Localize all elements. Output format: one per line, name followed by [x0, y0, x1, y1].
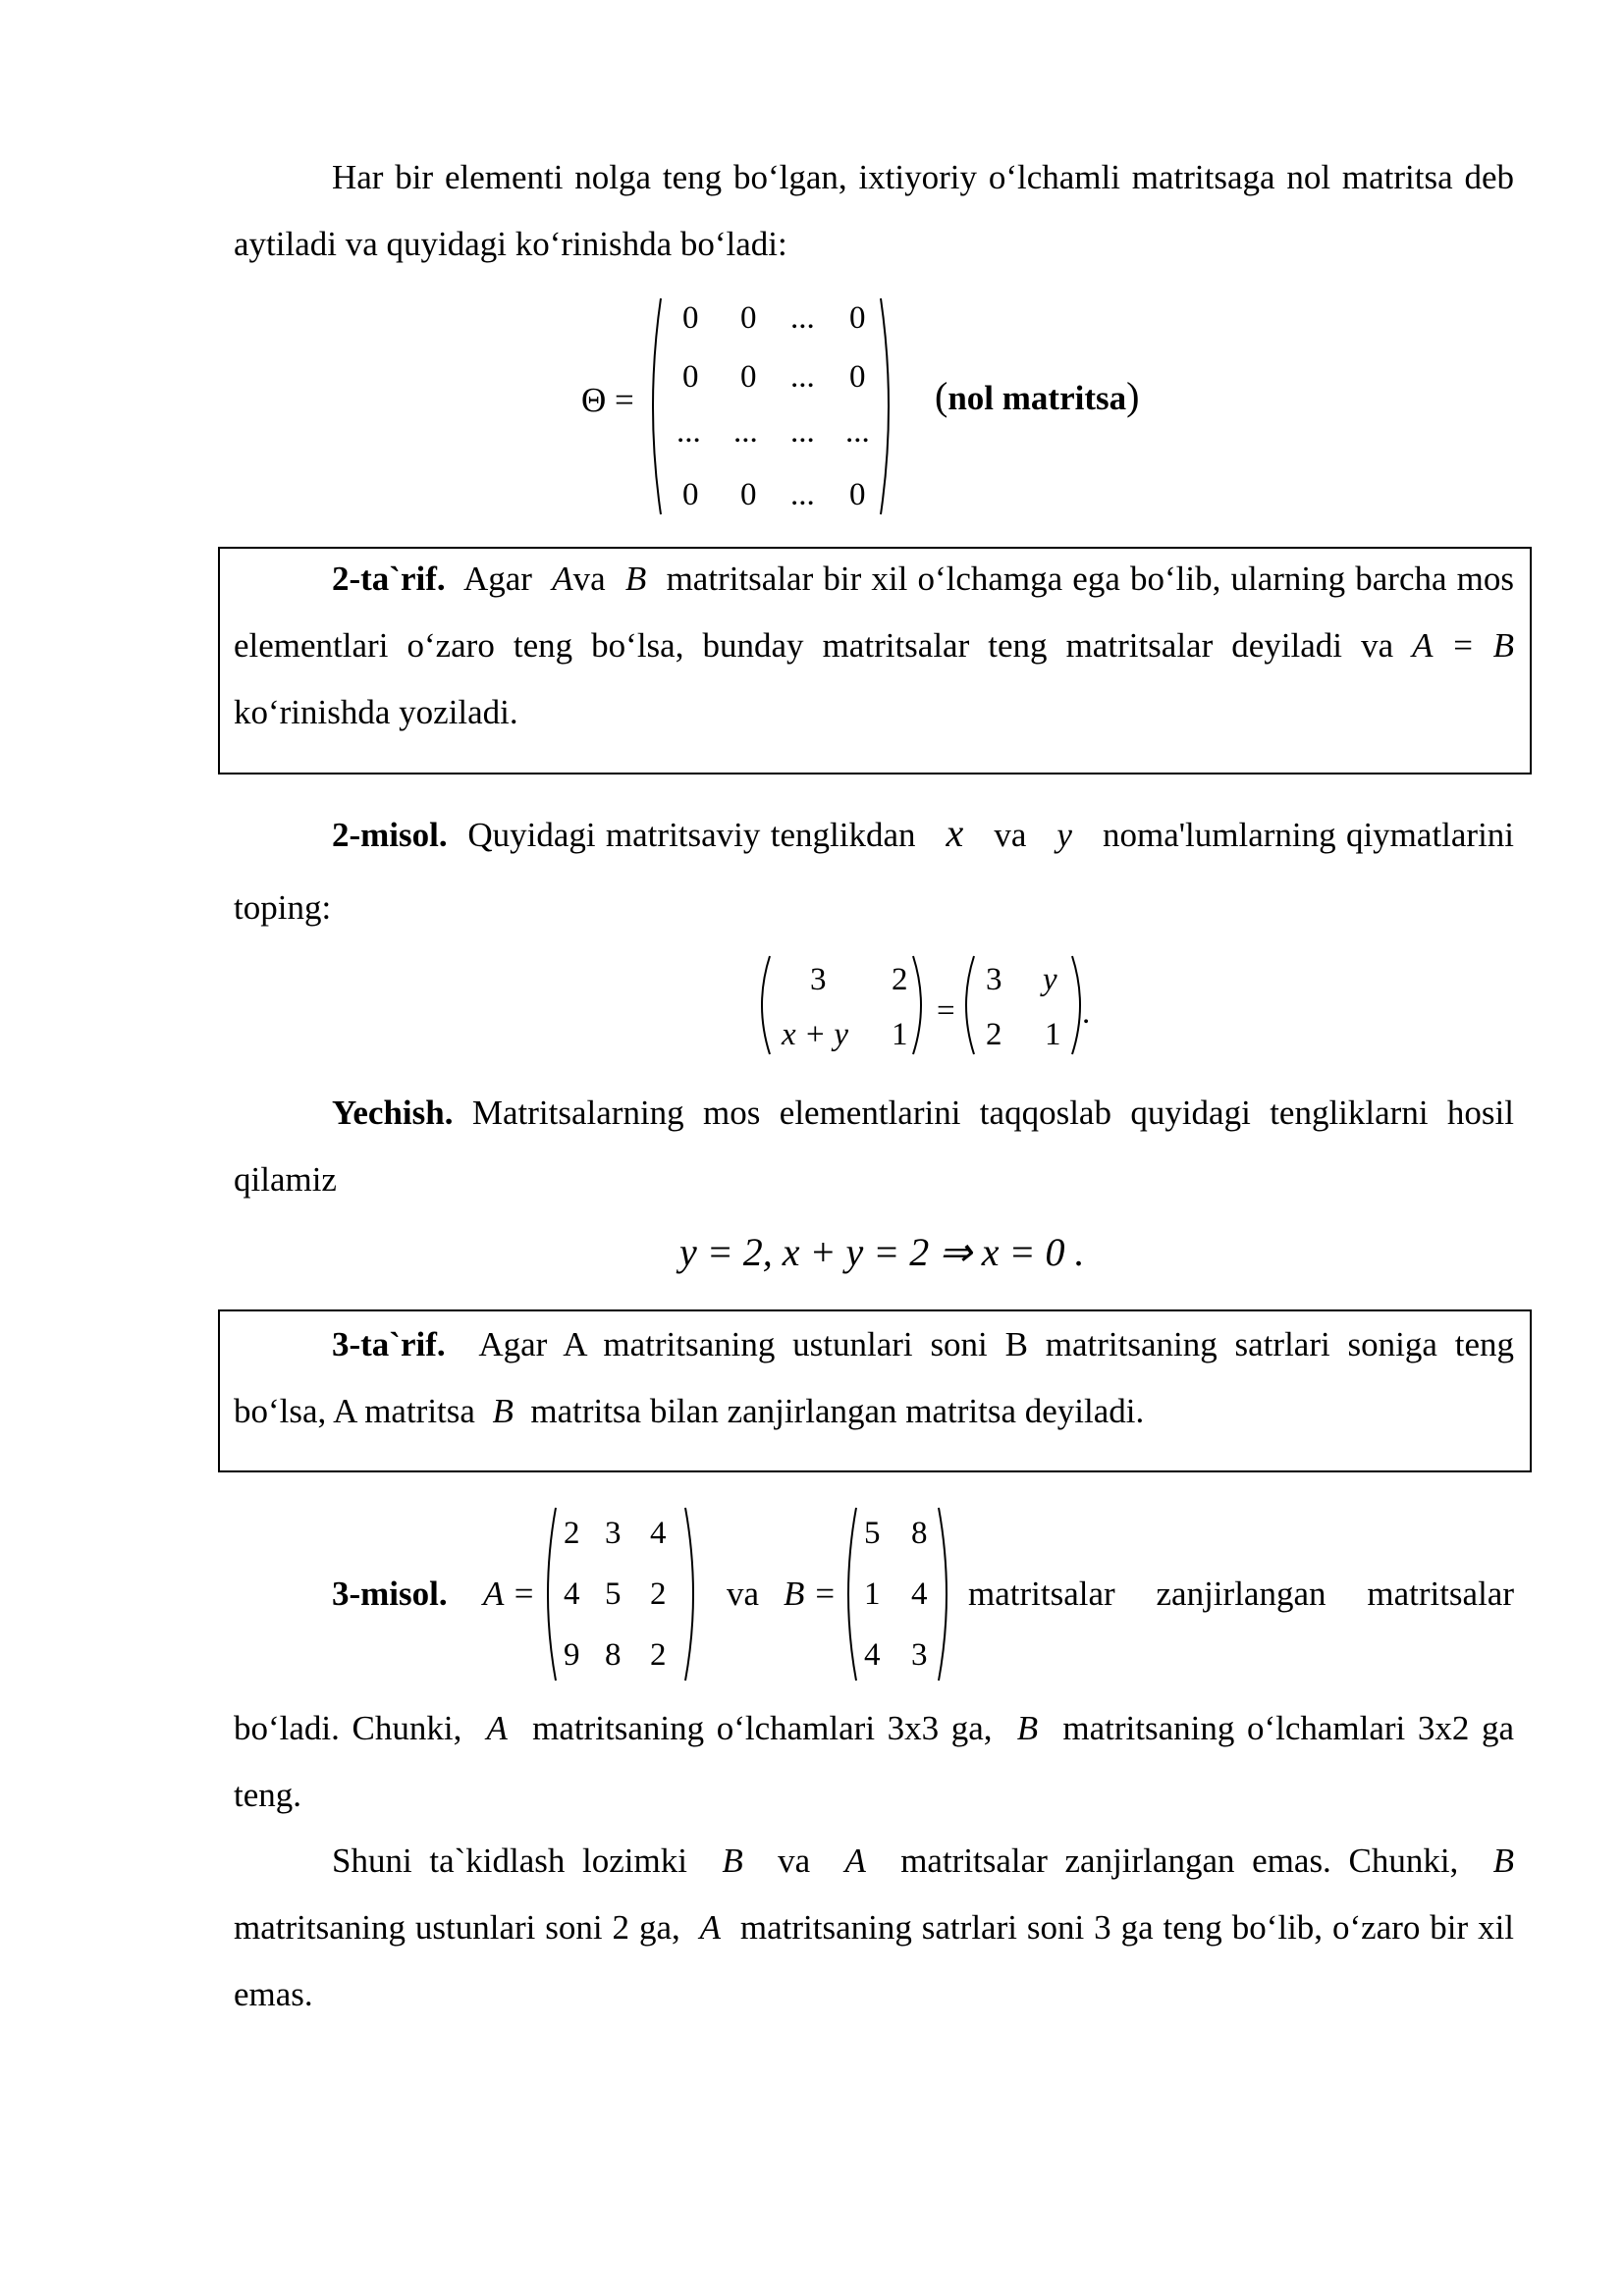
- zero-matrix-lhs: Θ =: [581, 381, 634, 419]
- right-paren: [1072, 956, 1080, 1054]
- text-run: Agar: [462, 560, 532, 598]
- matrix-cell: 1: [892, 1017, 908, 1052]
- math-symbol: y: [1056, 816, 1072, 854]
- left-paren: [966, 956, 974, 1054]
- matrix-cell: 2: [892, 962, 908, 997]
- zero-matrix-cell: ...: [790, 477, 815, 512]
- definition-label: 3-ta`rif.: [332, 1325, 446, 1363]
- matrix-cell: 9: [564, 1637, 580, 1673]
- text-run: matritsaning o‘lchamlari 3x3 ga,: [532, 1709, 993, 1747]
- matrix-cell: 5: [605, 1576, 622, 1612]
- matrix-a: [542, 1504, 699, 1684]
- matrix-cell: y: [1043, 962, 1057, 997]
- left-paren: [653, 298, 661, 514]
- left-paren: [762, 956, 770, 1054]
- text-run: Matritsalarning mos elementlarini taqqoslab quyidagi tengliklarni hosil qilamiz: [234, 1094, 1515, 1199]
- paragraph-not-chained: [234, 1828, 1514, 2028]
- zero-matrix-cell: 0: [682, 359, 699, 395]
- text-run: matritsa bilan zanjirlangan matritsa deyiladi.: [530, 1392, 1145, 1430]
- text-run: va: [778, 1842, 811, 1880]
- zero-matrix-cell: ...: [677, 414, 701, 450]
- zero-matrix-cell: 0: [740, 359, 757, 395]
- math-symbol: B: [624, 560, 647, 598]
- period: .: [1082, 995, 1091, 1031]
- matrix-cell: 1: [1045, 1017, 1061, 1052]
- matrix-b: [842, 1504, 952, 1684]
- text-run: Shuni ta`kidlash lozimki: [332, 1842, 687, 1880]
- matrix-a-lhs: A =: [483, 1575, 536, 1613]
- equals-sign: =: [937, 993, 955, 1029]
- definition-3-text: [234, 1311, 1514, 1445]
- math-symbol: B: [1492, 1842, 1515, 1880]
- zero-matrix-cell: ...: [790, 300, 815, 336]
- text-run: noma'lumlarning qiymatlarini toping:: [234, 816, 1515, 927]
- matrix-cell: 3: [911, 1637, 928, 1673]
- zero-matrix: [643, 293, 898, 520]
- text-run: ko‘rinishda yoziladi.: [234, 693, 518, 731]
- definition-label: 2-ta`rif.: [332, 560, 446, 598]
- math-symbol: A: [699, 1908, 722, 1947]
- right-paren: [685, 1508, 693, 1681]
- matrix-cell: 3: [605, 1516, 622, 1551]
- matrix-b-lhs: B =: [784, 1575, 837, 1613]
- matrix-cell: 2: [650, 1576, 667, 1612]
- matrix-cell: x + y: [782, 1017, 849, 1052]
- math-symbol: B: [1016, 1709, 1039, 1747]
- text-run: matritsaning ustunlari soni 2 ga,: [234, 1908, 680, 1947]
- text-run: Agar A matritsaning ustunlari soni B matritsaning satrlari soniga teng bo‘lsa, A matritsa: [234, 1325, 1514, 1430]
- left-paren: [848, 1508, 856, 1681]
- example-2-text: [234, 797, 1514, 944]
- example-2-matrix-equation: [756, 952, 1110, 1060]
- right-paren: [939, 1508, 947, 1681]
- text-run: va: [572, 560, 606, 598]
- zero-matrix-cell: ...: [733, 414, 758, 450]
- matrix-cell: 4: [911, 1576, 928, 1612]
- matrix-cell: 5: [864, 1516, 881, 1551]
- zero-matrix-cell: ...: [790, 359, 815, 395]
- example-label: 3-misol.: [332, 1575, 448, 1613]
- matrix-cell: 4: [564, 1576, 580, 1612]
- math-symbol: B: [722, 1842, 743, 1880]
- definition-2-text: [234, 546, 1514, 746]
- zero-matrix-cell: ...: [790, 414, 815, 450]
- math-symbol: A: [552, 560, 573, 598]
- right-paren: [913, 956, 921, 1054]
- paragraph-zero-matrix-intro: [234, 144, 1514, 278]
- paragraph-text: Har bir elementi nolga teng bo‘lgan, ixtiyoriy o‘lchamli matritsaga nol matritsa deb aytiladi va quyidagi ko‘rinishda bo‘ladi:: [234, 158, 1514, 263]
- matrix-cell: 3: [810, 962, 827, 997]
- matrix-cell: 4: [650, 1516, 667, 1551]
- left-paren: [548, 1508, 556, 1681]
- matrix-cell: 8: [605, 1637, 622, 1673]
- matrix-cell: 2: [650, 1637, 667, 1673]
- matrix-cell: 4: [864, 1637, 881, 1673]
- matrix-cell: 2: [986, 1017, 1002, 1052]
- text-run: bo‘ladi. Chunki,: [234, 1709, 462, 1747]
- zero-matrix-cell: 0: [849, 359, 866, 395]
- zero-matrix-cell: 0: [682, 300, 699, 336]
- zero-matrix-cell: 0: [682, 477, 699, 512]
- math-symbol: A: [844, 1842, 866, 1880]
- text-run: Quyidagi matritsaviy tenglikdan: [467, 816, 916, 854]
- va-text: va: [727, 1575, 760, 1613]
- matrix-cell: 8: [911, 1516, 928, 1551]
- matrix-cell: 2: [564, 1516, 580, 1551]
- solution-label: Yechish.: [332, 1094, 454, 1132]
- zero-matrix-cell: 0: [849, 300, 866, 336]
- zero-matrix-cell: ...: [845, 414, 870, 450]
- math-symbol: x: [946, 811, 964, 855]
- math-symbol: B: [492, 1392, 514, 1430]
- text-run: matritsalar zanjirlangan emas. Chunki,: [900, 1842, 1459, 1880]
- zero-matrix-cell: 0: [740, 477, 757, 512]
- solution-text: [234, 1080, 1514, 1213]
- nol-matritsa-label: (nol matritsa): [935, 374, 1140, 418]
- solution-formula: y = 2, x + y = 2 ⇒ x = 0 .: [679, 1230, 1085, 1274]
- definition-2-box: [218, 547, 1532, 774]
- text-run: va: [994, 816, 1027, 854]
- math-formula: A = B: [1412, 626, 1514, 665]
- nol-matritsa-text: nol matritsa: [947, 379, 1127, 417]
- matrix-cell: 1: [864, 1576, 881, 1612]
- matrix-cell: 3: [986, 962, 1002, 997]
- example-label: 2-misol.: [332, 816, 448, 854]
- text-run: matritsaning o‘lchamlari 3x2 ga teng.: [234, 1709, 1515, 1814]
- text-run: matritsaning satrlari soni 3 ga teng bo‘lib, o‘zaro bir xil emas.: [234, 1908, 1515, 2013]
- definition-3-box: [218, 1309, 1532, 1472]
- zero-matrix-cell: 0: [849, 477, 866, 512]
- math-symbol: A: [486, 1709, 508, 1747]
- example-3-explanation: [234, 1695, 1514, 1829]
- example-3-line1-text: matritsalar zanjirlangan matritsalar: [968, 1575, 1514, 1613]
- right-paren: [881, 298, 889, 514]
- zero-matrix-cell: 0: [740, 300, 757, 336]
- text-run: matritsalar bir xil o‘lchamga ega bo‘lib, ularning barcha mos elementlari o‘zaro teng bo‘lsa, bunday matritsalar teng matritsalar deyiladi va: [234, 560, 1514, 665]
